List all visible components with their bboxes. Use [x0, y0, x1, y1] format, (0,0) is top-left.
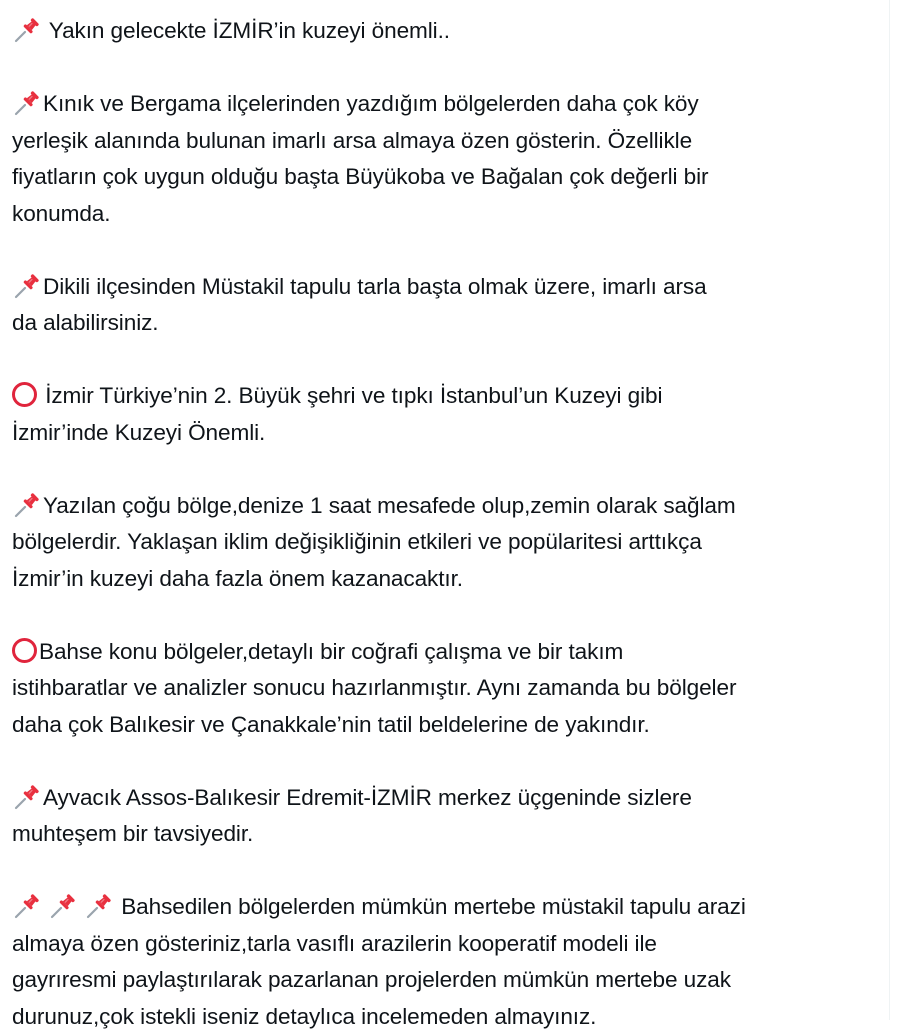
- paragraph-4: [12, 378, 884, 451]
- pushpin-icon: [48, 893, 78, 919]
- text-line: konumda.: [12, 196, 884, 233]
- text-line: Dikili ilçesinden Müstakil tapulu tarla başta olmak üzere, imarlı arsa: [12, 269, 884, 306]
- text-line: daha çok Balıkesir ve Çanakkale’nin tatil beldelerine de yakındır.: [12, 707, 884, 744]
- paragraph-8: [12, 889, 884, 1035]
- paragraph-3: [12, 269, 884, 342]
- text-line: İzmir’inde Kuzeyi Önemli.: [12, 415, 884, 452]
- paragraph-7: [12, 780, 884, 853]
- text-line: yerleşik alanında bulunan imarlı arsa almaya özen gösterin. Özellikle: [12, 123, 884, 160]
- text-line: Yazılan çoğu bölge,denize 1 saat mesafede olup,zemin olarak sağlam: [12, 488, 884, 525]
- post-text: [12, 13, 884, 1035]
- pushpin-icon: [12, 17, 42, 43]
- pushpin-icon: [84, 893, 114, 919]
- pushpin-icon: [12, 492, 42, 518]
- text-line: Yakın gelecekte İZMİR’in kuzeyi önemli..: [12, 13, 884, 50]
- hollow-red-circle-icon: [12, 638, 37, 663]
- text-line: gayrıresmi paylaştırılarak pazarlanan projelerden mümkün mertebe uzak: [12, 962, 884, 999]
- text-line: Kınık ve Bergama ilçelerinden yazdığım bölgelerden daha çok köy: [12, 86, 884, 123]
- text-line: istihbaratlar ve analizler sonucu hazırlanmıştır. Aynı zamanda bu bölgeler: [12, 670, 884, 707]
- pushpin-icon: [12, 273, 42, 299]
- text-line: Ayvacık Assos-Balıkesir Edremit-İZMİR merkez üçgeninde sizlere: [12, 780, 884, 817]
- paragraph-1: [12, 13, 884, 50]
- text-line: muhteşem bir tavsiyedir.: [12, 816, 884, 853]
- paragraph-6: [12, 634, 884, 744]
- timeline-divider: [889, 0, 890, 1020]
- hollow-red-circle-icon: [12, 382, 37, 407]
- text-line: da alabilirsiniz.: [12, 305, 884, 342]
- paragraph-2: [12, 86, 884, 232]
- text-line: almaya özen gösteriniz,tarla vasıflı arazilerin kooperatif modeli ile: [12, 926, 884, 963]
- text-line: bölgelerdir. Yaklaşan iklim değişikliğinin etkileri ve popülaritesi arttıkça: [12, 524, 884, 561]
- text-line: İzmir Türkiye’nin 2. Büyük şehri ve tıpkı İstanbul’un Kuzeyi gibi: [12, 378, 884, 415]
- text-line: İzmir’in kuzeyi daha fazla önem kazanacaktır.: [12, 561, 884, 598]
- pushpin-icon: [12, 784, 42, 810]
- pushpin-icon: [12, 90, 42, 116]
- paragraph-5: [12, 488, 884, 598]
- text-line: fiyatların çok uygun olduğu başta Büyükoba ve Bağalan çok değerli bir: [12, 159, 884, 196]
- text-line: durunuz,çok istekli iseniz detaylıca incelemeden almayınız.: [12, 999, 884, 1035]
- pushpin-icon: [12, 893, 42, 919]
- text-line: Bahsedilen bölgelerden mümkün mertebe müstakil tapulu arazi: [12, 889, 884, 926]
- text-line: Bahse konu bölgeler,detaylı bir coğrafi çalışma ve bir takım: [12, 634, 884, 671]
